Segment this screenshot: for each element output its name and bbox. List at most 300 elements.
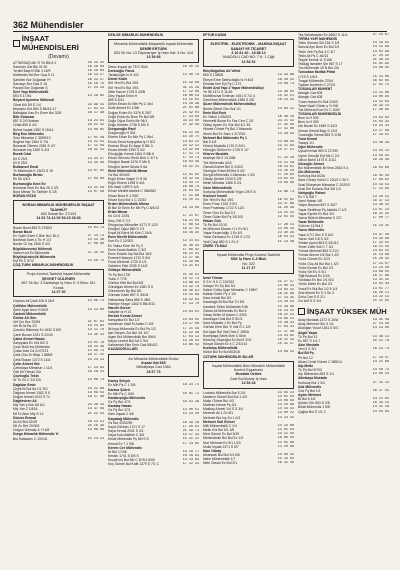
listing-name: Birinci İnşaat 1382 S 16/14 <box>13 127 54 132</box>
listing-name: Alp Mühendis 853 S 1/1 <box>298 372 335 377</box>
advert-title: İnşaat Mühendisi Proje-Kontrol-Taahhüt <box>216 252 281 257</box>
listing-phone: 14 60 12 <box>277 106 294 111</box>
listing-phone: 11 13 48 <box>277 239 294 244</box>
listing-phone: 23 21 42 <box>277 119 294 124</box>
listing-name: Naci Özbay <box>203 448 222 453</box>
listing-phone: 18 31 40 <box>277 461 294 466</box>
listing-name: Çeltikkır Mühendislik <box>13 303 47 308</box>
listing-name: İzgen Bul Mühendislik Bur 5/6/4 <box>108 334 156 339</box>
listing-name: Esen Mecfit Mühendislik <box>108 235 148 240</box>
listing-name: Kol Ayşe Bul Vali Orta C 185/A <box>203 329 250 334</box>
listing-name: Ev Mih Pş C 1 2/B <box>108 383 136 388</box>
listing-phone: 14 06 45 <box>372 66 389 71</box>
listing-name: Mehmet Ali 1 Ev 8/1 <box>203 411 234 416</box>
listing-group <box>108 65 199 348</box>
listing-phone: 17 34 91 <box>372 132 389 137</box>
listing-name: Uğur Mühendis <box>298 145 323 150</box>
listing-name: Bulcanat Ökmen 2054 S 4/7 <box>13 144 56 149</box>
listing-phone: 14 66 43 <box>182 343 199 348</box>
listing-phone: 18 32 41 <box>87 148 104 153</box>
advert-names: İnşaat Gat 665 <box>141 360 166 365</box>
listing-name: Ek Sk 4/1/1 <box>13 177 31 182</box>
listing-phone: 13 24 66 <box>277 403 294 408</box>
listing-entry <box>13 263 104 267</box>
listing-phone: 27 14 73 <box>87 234 104 239</box>
listing-phone: 17 24 33 <box>87 85 104 90</box>
listing-phone: 14 36 02 <box>277 89 294 94</box>
listing-name: 63 S 29/1 <box>13 156 28 161</box>
listing-name: Mutlu İnşaat 1371 S 5/7 <box>203 444 239 449</box>
listing-phone: 14 45 48 <box>372 318 389 323</box>
listing-name: İnanılmaz Vasif M Adam C 4/5 <box>108 322 154 327</box>
listing-name: 1719 S 1/4/4 <box>298 74 318 79</box>
listing-name: Alsancak Bul Bul 1/4 6/5 <box>203 453 240 458</box>
listing-phone: 17 13 35 <box>277 296 294 301</box>
listing-name: Sancal Ayn Bors Ev Bul 1/2 <box>298 45 340 50</box>
listing-name: Hilmek Gürsel Pş Bul 2 Altınordu <box>203 127 253 132</box>
listing-name: Yalçın Beyhan 857 S 3/57 <box>298 203 337 208</box>
listing-name: Ödaçı Ayzen Ev Gür Bul 4/1 3/1 <box>203 123 251 128</box>
square-icon <box>13 40 20 47</box>
listing-name: Dağdeviren Ali <box>13 399 37 404</box>
advert-title: BORAN MİMARLIK MÜHENDİSLİK İNŞAAT TAAHHÜT <box>22 203 95 212</box>
listing-name: Alp Metin <box>298 363 314 368</box>
listing-phone: 14 04 84 <box>372 409 389 414</box>
listing-phone: 14 18 85 <box>87 94 104 99</box>
section-heading <box>13 34 104 52</box>
listing-name: Yedi Çizgi 850 S 1 Ev Z <box>203 239 239 244</box>
listing-phone: 14 21 66 <box>372 359 389 364</box>
listing-name: Metin Kül Bul 5/1 4/5 <box>203 428 235 433</box>
advert-names: DEMİR ERTÜRK <box>139 46 168 51</box>
advert-address: 853 Sokak No: 27/103 <box>40 211 77 216</box>
listing-phone: 14 00 73 <box>87 299 104 304</box>
listing-phone: 17 32 55 <box>372 240 389 245</box>
listing-phone: 13 20 66 <box>277 444 294 449</box>
listing-name: Geli Ali Yılmaz Gür <box>13 370 42 375</box>
listing-name: Sarıdayı Bor Oda S 16 <box>13 81 48 86</box>
listing-label-text: BORAN ISTAS <box>13 194 37 198</box>
listing-name: Yaşar Keçecioğlu 1 Ev 6/1 <box>203 231 243 236</box>
listing-phone: 21 28 71 <box>182 429 199 434</box>
listing-phone: 15 38 31 <box>277 321 294 326</box>
listing-phone: 17 26 95 <box>372 107 389 112</box>
listing-phone: 13 10 10 <box>277 168 294 173</box>
listing-phone: 15 22 48 <box>182 330 199 335</box>
listing-phone: 15 24 95 <box>87 324 104 329</box>
listing-phone: 14 00 95 <box>372 95 389 100</box>
listing-phone: 14 00 51 <box>182 408 199 413</box>
listing-name: Tarakçıoğlu İs H 102 <box>108 73 139 78</box>
listing-name: Erkuğoğlu Kemal 1651 S Blk 6 <box>108 152 154 157</box>
listing-phone: 16 23 73 <box>182 383 199 388</box>
listing-name: Yılmaz Ahmet 1/4 Bul 1 4/2 <box>298 253 339 258</box>
listing-name: Yeni 2 S 3/1 <box>298 347 317 352</box>
advert-box <box>108 354 199 378</box>
listing-phone: 18 03 49 <box>182 160 199 165</box>
listing-phone: 14 00 33 <box>277 283 294 288</box>
listing-phone: 15 14 25 <box>372 224 389 229</box>
listing-phone: 14 17 08 <box>182 322 199 327</box>
listing-name: Ev 857 S 1/1-7 <box>298 338 321 343</box>
listing-name: Akdoğan Yusuf 1361 S 5/C <box>298 326 339 331</box>
listing-name: Yavuz Bülent Mimarlar C 2/C <box>298 215 342 220</box>
listing-name: Şahinler Bor Doğanlar Pr <box>13 77 51 82</box>
listing-name: Metin Mümtaz 1366 S 2/1 <box>203 181 242 186</box>
listing-name: Yenikil Başt Ki Blk 4 16/9 <box>13 69 51 74</box>
listing-name: Yazıcı Sait 1/5 S 3/2 <box>298 236 329 241</box>
listing-name: Erkan Kulu Bul 1 C 22/33 <box>108 197 147 202</box>
listing-phone: 17 04 41 <box>277 325 294 330</box>
listing-phone: 15 14 55 <box>277 308 294 313</box>
listing-phone: 15 23 09 <box>372 74 389 79</box>
listing-name: 857 S 2/0 Bulvarı <box>13 119 40 124</box>
listing-name: Gürzonmer Bp Bul 8/1 <box>108 289 142 294</box>
listing-name: Özengöz Ertan Bil Bul 5 4/2 <box>203 168 245 173</box>
listing-name: Yürük Metin Ev Bul 2/1 <box>298 282 333 287</box>
listing-phone: 14 22 53 <box>87 139 104 144</box>
advert-box <box>203 250 294 274</box>
listing-name: Ebeyn Erbe Selevcisiğlu İs H 403 <box>203 77 254 82</box>
listing-phone: 16 37 13 <box>372 199 389 204</box>
listing-phone: 13 31 42 <box>372 278 389 283</box>
listing-phone: 14 13 80 <box>87 307 104 312</box>
advert-phone: 14 54 52 <box>241 59 256 64</box>
listing-phone: 14 08 08 <box>87 428 104 433</box>
listing-phone: 16 11 79 <box>372 338 389 343</box>
listing-name: Çetinkaya Mimarlar 1 11/4 <box>13 365 53 370</box>
column-2 <box>108 33 199 562</box>
listing-phone: 16 06 53 <box>182 93 199 98</box>
listing-phone: 13 07 23 <box>372 207 389 212</box>
listing-phone: 21 13 09 <box>372 253 389 258</box>
listing-name: TERRA YAPI MÜHENDİS <box>298 37 338 42</box>
listing-name: Sara Güney Inönü C 220/2 C Bl 2 <box>298 178 349 183</box>
listing-name: Karşıyaka Ev Bul 1/2 <box>108 318 140 323</box>
listing-name: Vatan Kurt Ev Mühendis <box>13 250 50 255</box>
listing-name: Hakan Gün <box>203 218 221 223</box>
listing-name: Bul Mühendislik Bl Hına 2816 S 4 <box>298 166 349 170</box>
listing-phone: 14 68 81 <box>182 280 199 285</box>
listing-name: Yeldan Aydın 853 S 34/112 <box>298 240 339 245</box>
listing-name: Doğu İbrahim 1736 S Mh S <box>108 122 149 127</box>
advert-phone: 13 39 68 <box>146 55 161 60</box>
listing-phone: 14 21 58 <box>87 185 104 190</box>
listing-entry <box>108 462 199 466</box>
listing-name: Zorlu Can S S 2/1 <box>298 294 325 299</box>
listing-name: İnan Pınarbaşı 1722 S 12/1 <box>203 206 245 211</box>
listing-name: Burhanoğlu Kent Ev <box>13 181 46 186</box>
listing-phone: 18 17 46 <box>87 394 104 399</box>
listing-name: Smy 206 S 7/1 <box>108 218 131 223</box>
listing-phone: 14 50 42 <box>372 153 389 158</box>
listing-phone: 15 19 68 <box>182 260 199 265</box>
listing-phone: 16 10 15 <box>182 64 199 69</box>
page-number: 362 <box>13 20 29 30</box>
listing-phone: 14 58 73 <box>372 368 389 373</box>
listing-name: Dinç İnşaat Emin H <box>108 93 138 98</box>
listing-phone: 14 15 02 <box>182 98 199 103</box>
listing-name: Özbay Şevket 2034 S 2/5 <box>203 177 242 182</box>
advert-address: 853 Sk No: 13 Özpınarıyer İş Hanı Kat: 4 No: 414 <box>114 50 193 55</box>
listing-name: 853 S 17/44 <box>13 94 32 99</box>
listing-name: Pir Bul 12 <box>298 355 313 360</box>
listing-phone: 16 13 27 <box>87 73 104 78</box>
listing-name: Sezgül Mühendis 1 Altınordu 1 3/0 <box>203 173 255 178</box>
listing-phone: 16 22 51 <box>277 312 294 317</box>
listing-phone: 15 31 17 <box>277 342 294 347</box>
listing-phone: 18 19 16 <box>182 420 199 425</box>
listing-name: Aydın Mehmet <box>298 392 322 397</box>
listing-name: Kaçar Levent Bol Ad C 9/4 <box>108 339 148 344</box>
listing-group <box>203 276 294 355</box>
listing-name: Teş Sekizbaşları Ev 265/2 S 11/4 <box>298 33 348 37</box>
page-number-title <box>13 20 84 30</box>
listing-phone: 15 15 31 <box>182 197 199 202</box>
listing-phone: 18 11 45 <box>372 244 389 249</box>
listing-phone: 15 14 13 <box>87 436 104 441</box>
advert-names: 4 16 81 40 - 18 88 14 <box>231 50 266 55</box>
listing-name: TOSUNLAR MÜHENDİSLİK <box>298 111 342 116</box>
listing-name: Boran Bozü 853 S 27/803 <box>13 225 52 230</box>
listing-phone: 16 18 70 <box>87 81 104 86</box>
listing-name: Atık Mühendis <box>298 384 322 389</box>
listing-name: Gz Bul 4/302/39 <box>108 420 133 425</box>
listing-phone: 18 16 35 <box>182 231 199 236</box>
listing-name: Pazarlı Bor Doğanlar Ş <box>13 85 48 90</box>
advert-phone: 14 63 74-14 00 53-15 28 83 <box>36 216 81 221</box>
listing-name: Kayadağ Mühendis <box>108 416 139 421</box>
listing-phone: 31 30 44 <box>182 243 199 248</box>
listing-name: Kü Cd 6 12/01 <box>108 214 130 219</box>
listing-phone: 18 23 61 <box>277 164 294 169</box>
listing-name: Karakuşoğlu Mühendis <box>108 395 146 400</box>
listing-phone: 14 00 65 <box>87 127 104 132</box>
listing-phone: 33 98 41 <box>87 102 104 107</box>
listing-name: Makkay Ahmet 1/4 S S 3/4 <box>203 407 243 412</box>
listing-name: Koçak İnş Bul Mh C 8/ 8/1 5/06 <box>108 458 155 463</box>
listing-name: Mafçı Gürsel Bul 4/3 <box>203 399 234 403</box>
listing-name: Özkan Ali Mühendis Ev Bul 6 <box>203 308 247 313</box>
listing-name: Bozkır Gi İnş 1366 S 4/3 <box>13 242 50 247</box>
listing-name: Ür Tu Ev C 31/120 <box>13 378 41 383</box>
listing-phone: 13 34 57 <box>87 156 104 161</box>
listing-phone: 27 35 58 <box>277 123 294 128</box>
listing-phone: 12 86 73 <box>277 189 294 194</box>
listing-phone: 13 27 46 <box>182 255 199 260</box>
listing-phone: 14 06 52 <box>277 350 294 355</box>
listing-name: Kültür Bul Ev Bul 803/18 <box>203 350 240 355</box>
listing-name: Uyruk Gençlik Eşf Mk C 2/1 <box>298 153 340 158</box>
listing-name: Yılmaz Mehmet 854 S 21/1 <box>298 249 339 254</box>
listing-phone: 15 11 18 <box>277 160 294 165</box>
listing-name: Ev Y Ş 5/8 7 <box>298 195 317 200</box>
listing-name: Bemis Şirket Gen Bul 1/1 <box>203 106 241 111</box>
listing-name: Varol Hakan 1/8 <box>298 199 323 204</box>
listing-name: ÇOŞ-TÜRK MİMARLIK-MÜHENDİSLİK <box>13 263 74 268</box>
section-subheading: (Devamı) <box>48 54 69 60</box>
listing-phone: 18 17 38 <box>87 110 104 115</box>
section-heading-text: İNŞAAT MÜHENDİSLERİ <box>21 34 79 52</box>
listing-name: Madenci Gürsel Bul Bul 1 4/3 <box>203 394 247 399</box>
listing-phone: 14 09 73 <box>87 349 104 354</box>
listing-name: Bul Kalacamı C 10/1/A <box>13 436 48 441</box>
advert-box <box>203 361 294 389</box>
listing-name: Kt Bul 17/48 <box>108 449 127 454</box>
listing-name: Erşat Ali Bornl Mi Kini C 24/A <box>108 231 152 236</box>
listing-name: Tk Mühendis K 15/23 S 15 <box>13 169 53 174</box>
listing-phone: 16 01 71 <box>182 391 199 396</box>
advert-address: No: 322 <box>242 261 255 266</box>
listing-name: Ye 98 1371 S 11/45 <box>203 89 233 94</box>
listing-name: Ev Yşlert Ewel C Bilir No1 Bl-3 <box>13 234 59 239</box>
listing-name: 859 S 5/11 <box>108 98 125 103</box>
listing-name: Ümran Kemal Başı S 12/4 <box>298 128 338 133</box>
listing-name: Karaca Şükrü <box>108 387 130 392</box>
listing-label <box>203 33 294 37</box>
listing-name: Durgunoğlu H 301 <box>108 131 136 136</box>
advert-box <box>13 269 104 297</box>
listing-phone: 14 15 80 <box>372 91 389 96</box>
listing-group <box>298 318 389 414</box>
listing-phone: 14 48 13 <box>372 334 389 339</box>
listing-phone: 23 12 11 <box>182 143 199 148</box>
listing-name: Gürhan Emir Bul Yl Vali Ö 1 1/6 <box>203 325 251 330</box>
listing-phone: 16 09 58 <box>277 436 294 441</box>
listing-phone: 13 04 44 <box>372 282 389 287</box>
listing-phone: 14 01 03 <box>277 394 294 399</box>
listing-name: Tk Pş Bul 12/10 <box>203 222 227 227</box>
listing-name: Babağazi Kan Ev Emer Bul 32/5 <box>13 110 62 115</box>
listing-name: İzmir Yılmaz <box>203 275 223 280</box>
listing-name: Doğan Evlen Ev 1376 S 25/7 <box>108 110 152 115</box>
listing-name: Cankoti Mühendislik <box>13 311 46 316</box>
listing-phone: 16 13 08 <box>182 206 199 211</box>
listing-name: Kürşat Gürsel Ev 4 C 2/10/14 <box>203 342 248 347</box>
listing-phone: 16 40 91 <box>182 289 199 294</box>
listing-name: Semir Bul Ev Sam 1 2/723/1 <box>203 131 246 136</box>
listing-name: Yasin Gencasu Ev 1745 S 17/3 <box>203 235 250 240</box>
listing-name: Doğit Enkin Av Bom Pk Bul 5/8 <box>108 114 155 119</box>
listing-phone: 14 09 21 <box>277 317 294 322</box>
listing-phone: 13 34 46 <box>87 160 104 165</box>
listing-phone: 14 07 08 <box>87 189 104 194</box>
square-icon <box>298 308 305 315</box>
listing-name: Ev Yalnız Ekre Hk Pş 3 <box>108 243 143 248</box>
listing-phone: 21 20 48 <box>277 206 294 211</box>
listing-group <box>108 379 199 466</box>
listing-name: Kurtuluş Bul 6/2/A <box>298 174 326 179</box>
listing-phone: 14 01 78 <box>87 340 104 345</box>
listing-phone: 14 09 08 <box>277 181 294 186</box>
listing-phone: 27 42 56 <box>182 122 199 127</box>
listing-name: Kurtuluş Mühendislik <box>203 346 238 351</box>
listing-label <box>13 194 104 198</box>
listing-name: Birg Eno Mühendis <box>13 131 44 136</box>
listing-phone: 11 27 37 <box>277 279 294 284</box>
listing-name: Kalkan Sefer Pş 4 1/5 <box>203 292 236 297</box>
listing-phone: 16 46 10 <box>277 114 294 119</box>
listing-name: Bulkansel Emdi <box>13 164 39 169</box>
listing-name: Bal 5 1/4 <box>203 139 217 144</box>
listing-name: Yazar Mühendis <box>298 220 324 225</box>
listing-phone: 16 23 74 <box>372 347 389 352</box>
advert-title: ELEKTRİK - ELEKTRONİK - MAKİNA İNŞAAT SANAYİ VE TİCARET <box>210 42 287 51</box>
listing-label <box>203 244 294 248</box>
listing-name: Gürman Kadir 857 S 3/404 <box>108 293 149 298</box>
listing-name: Lodoslu Mühendis Bor 5 2/4 <box>203 390 246 395</box>
advert-title: Mimarlık-Mühendislik-Müşavirlik İnşaat Mühendisi <box>113 42 194 47</box>
listing-name: Vef Bi Ali Bs 2/2 <box>13 324 37 329</box>
listing-name: Yıldırım 13 Bul 2 <box>298 224 324 229</box>
listing-name: Tekin Vek Pş Bul 4 C 3/7 <box>298 49 336 54</box>
listing-name: Ercan Erkut Karşıyaka İş H 301 <box>108 139 156 144</box>
listing-phone: 14 44 75 <box>182 181 199 186</box>
listing-name: Valiçiler İs H 13 <box>108 310 132 314</box>
listing-name: Atabeye Bir İl 1/12/68 <box>203 156 236 161</box>
listing-name: Erden Mühendislik Mimar <box>108 201 150 206</box>
listing-name: Tekin Sürsan Gül 154 S 1/5 <box>298 41 340 46</box>
listing-name: Mühendislik Bul Bul Ev 1/3 <box>203 436 244 441</box>
listing-phone: 13 12 64 <box>372 99 389 104</box>
listing-phone: 14 30 41 <box>87 332 104 337</box>
listing-label-text: İZMEK YILMAZ <box>203 243 228 248</box>
listing-phone: 15 32 51 <box>277 94 294 99</box>
listing-phone: 14 02 88 <box>372 49 389 54</box>
listing-name: Yurdakul Ev Bul 2/1 B/3 <box>298 278 334 283</box>
listing-name: Kaleci Güleç Ayşe Mimarlar C 198/C <box>203 288 258 292</box>
listing-name: Tekin Ali Pş C 46/13 <box>298 53 329 58</box>
listing-phone: 17 11 80 <box>277 127 294 132</box>
listing-phone: 17 08 53 <box>182 222 199 227</box>
listing-name: Dizik Ahmet Ev 1/9/b <box>108 106 140 111</box>
listing-name: Denizoğlu Faruk <box>108 68 135 73</box>
listing-name: Vahipoğlu Rahmi <box>298 190 326 195</box>
listing-label <box>108 33 199 37</box>
listing-name: Turanoğlu Kemal 853 S 2/18 <box>298 132 342 137</box>
listing-phone: 12 14 91 <box>182 239 199 244</box>
listing-phone: 18 24 38 <box>87 345 104 350</box>
listing-phone: 14 08 73 <box>87 378 104 383</box>
listing-name: Yusuf Ev Bul Bul 1/2 5 1/4 <box>298 286 338 291</box>
listing-phone: 14 11 88 <box>372 45 389 50</box>
listing-phone: 14 06 58 <box>277 399 294 403</box>
listing-name: Durgu Mimarlık Mühendis Yi <box>13 432 59 437</box>
listing-phone: 14 32 78 <box>182 285 199 290</box>
listing-name: Borkansi Kent Ev Bar 26 3 2/3 <box>13 185 59 190</box>
listing-name: Hüsnü Mustafa 1715 S 20/1 <box>203 144 246 148</box>
listing-phone: 15 17 51 <box>277 148 294 153</box>
listing-name: Erkan Ahmet 1390 S 4/2 <box>108 147 145 152</box>
listing-name: Emin Karalı Atatürk C 5/3 <box>108 247 147 252</box>
listing-name: Mehmet Bul Mühendis Pş 1 <box>203 135 247 140</box>
listing-name: Kahraman Ekin Emir Cad 58/412 <box>108 343 158 348</box>
listing-phone: 17 00 77 <box>372 215 389 220</box>
listing-phone: 14 23 08 <box>277 423 294 428</box>
listing-phone: 14 44 54 <box>277 407 294 412</box>
listing-name: Yazıcı Mühendis <box>298 228 325 233</box>
listing-name: Çotan Ada Ca 21/70/13 <box>13 349 49 354</box>
listing-name: Sevi Yapı Mühendislik <box>13 90 49 95</box>
listing-phone: 17 12 41 <box>182 462 199 467</box>
listing-name: İlk İnşa Mühendis Ev Bul Pş 1/3 <box>108 326 156 331</box>
listing-phone: 15 20 42 <box>372 257 389 262</box>
listing-label <box>203 355 294 359</box>
listing-phone: 17 09 88 <box>87 242 104 247</box>
listing-name: Şüzer Mühendislik Mühendislikçi <box>203 102 257 107</box>
listing-phone: 14 25 55 <box>277 210 294 215</box>
listing-name: Bl Bul 5 1/6 <box>298 397 316 402</box>
